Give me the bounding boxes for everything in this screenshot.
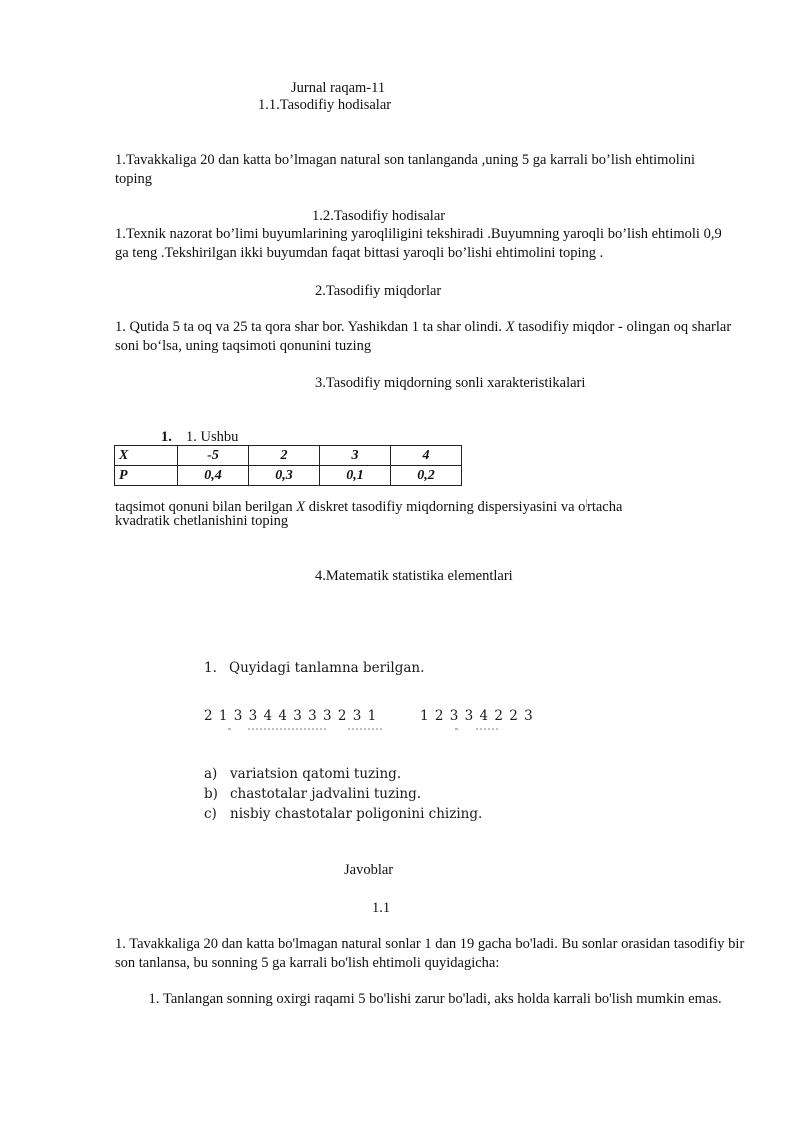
table-cell: -5 [178,446,249,466]
answers-list [115,990,783,1009]
list-item: 1. Tanlangan sonning oxirgi raqami 5 bo'lishi zarur bo'ladi, aks holda karrali bo'lish mumkin emas. [163,990,783,1009]
table-cell: 4 [391,446,462,466]
task-4-item-b-letter: b) [204,786,218,802]
sample-subscript-marks [228,726,548,732]
distribution-table [114,445,462,486]
table-cell: 0,2 [391,466,462,486]
table-cell: 0,1 [320,466,391,486]
table-cell: 2 [249,446,320,466]
table-row-p [115,466,462,486]
section-heading-3: 3.Tasodifiy miqdorning sonli xarakteristikalari [315,375,586,391]
task-4-sample-b: 1 2 3 3 4 2 2 3 [420,708,533,724]
task-4-sample-a: 2 1 3 3 4 4 3 3 3 2 3 1 [204,708,377,724]
answers-paragraph: 1. Tavakkaliga 20 dan katta bo'lmagan natural sonlar 1 dan 19 gacha bo'ladi. Bu sonlar orasidan tasodifiy bir son tanlansa, bu sonning 5 ga karrali bo'lish ehtimoli quyidagicha: [115,936,745,971]
task-3-after-a: taqsimot qonuni bilan berilgan [115,498,297,515]
table-cell-p-label: P [115,466,178,486]
task-4-item-c-text: nisbiy chastotalar poligonini chizing. [230,806,483,822]
table-cell: 0,3 [249,466,320,486]
task-4-title: Quyidagi tanlamna berilgan. [229,660,425,676]
task-4-item-b-text: chastotalar jadvalini tuzing. [230,786,422,802]
task-3-lead: 1. Ushbu [186,429,239,445]
task-3-after-b: diskret tasodifiy miqdorning dispersiyasini va o [305,498,586,515]
task-1-1-text: 1.Tavakkaliga 20 dan katta bo’lmagan natural son tanlanganda ,uning 5 ga karrali bo’lish ehtimolini toping [115,152,696,187]
task-3-number: 1. [161,429,172,445]
task-4-item-a-letter: a) [204,766,218,782]
section-heading-4: 4.Matematik statistika elementlari [315,568,513,584]
task-1-2-text: 1.Texnik nazorat bo’limi buyumlarining yaroqliligini tekshiradi .Buyumning yaroqli bo’lish ehtimoli 0,9 ga teng .Tekshirilgan ikki buyumdan faqat bittasi yaroqli bo’lishi ehtimolini toping . [115,226,722,261]
task-2-before: 1. Qutida 5 ta oq va 25 ta qora shar bor. Yashikdan 1 ta shar olindi. [115,319,506,335]
task-3-after-c: rtacha [587,498,623,515]
section-heading-1-1: 1.1.Tasodifiy hodisalar [258,97,392,113]
table-cell-x-label: X [115,446,178,466]
section-heading-1-2: 1.2.Tasodifiy hodisalar [312,208,446,224]
task-4-number: 1. [204,660,217,676]
table-cell: 0,4 [178,466,249,486]
answers-subtitle: 1.1 [372,900,391,916]
task-2-text [115,318,745,356]
task-2-variable: X [505,319,515,335]
section-heading-2: 2.Tasodifiy miqdorlar [315,283,442,299]
task-3-text-line-2: kvadratik chetlanishini toping [115,513,289,529]
journal-title: Jurnal raqam-11 [291,80,386,96]
table-cell: 3 [320,446,391,466]
table-row-x [115,446,462,466]
task-2-after: tasodifiy miqdor - olingan oq sharlar soni bo‘lsa, uning taqsimoti qonunini tuzing [115,319,732,354]
task-4-item-c-letter: c) [204,806,217,822]
task-4-item-a-text: variatsion qatomi tuzing. [230,766,402,782]
task-3-variable: X [296,498,306,515]
task-3-sup-mark: | [585,498,588,507]
answers-title: Javoblar [344,862,394,878]
sample-underline-marks [228,726,548,732]
